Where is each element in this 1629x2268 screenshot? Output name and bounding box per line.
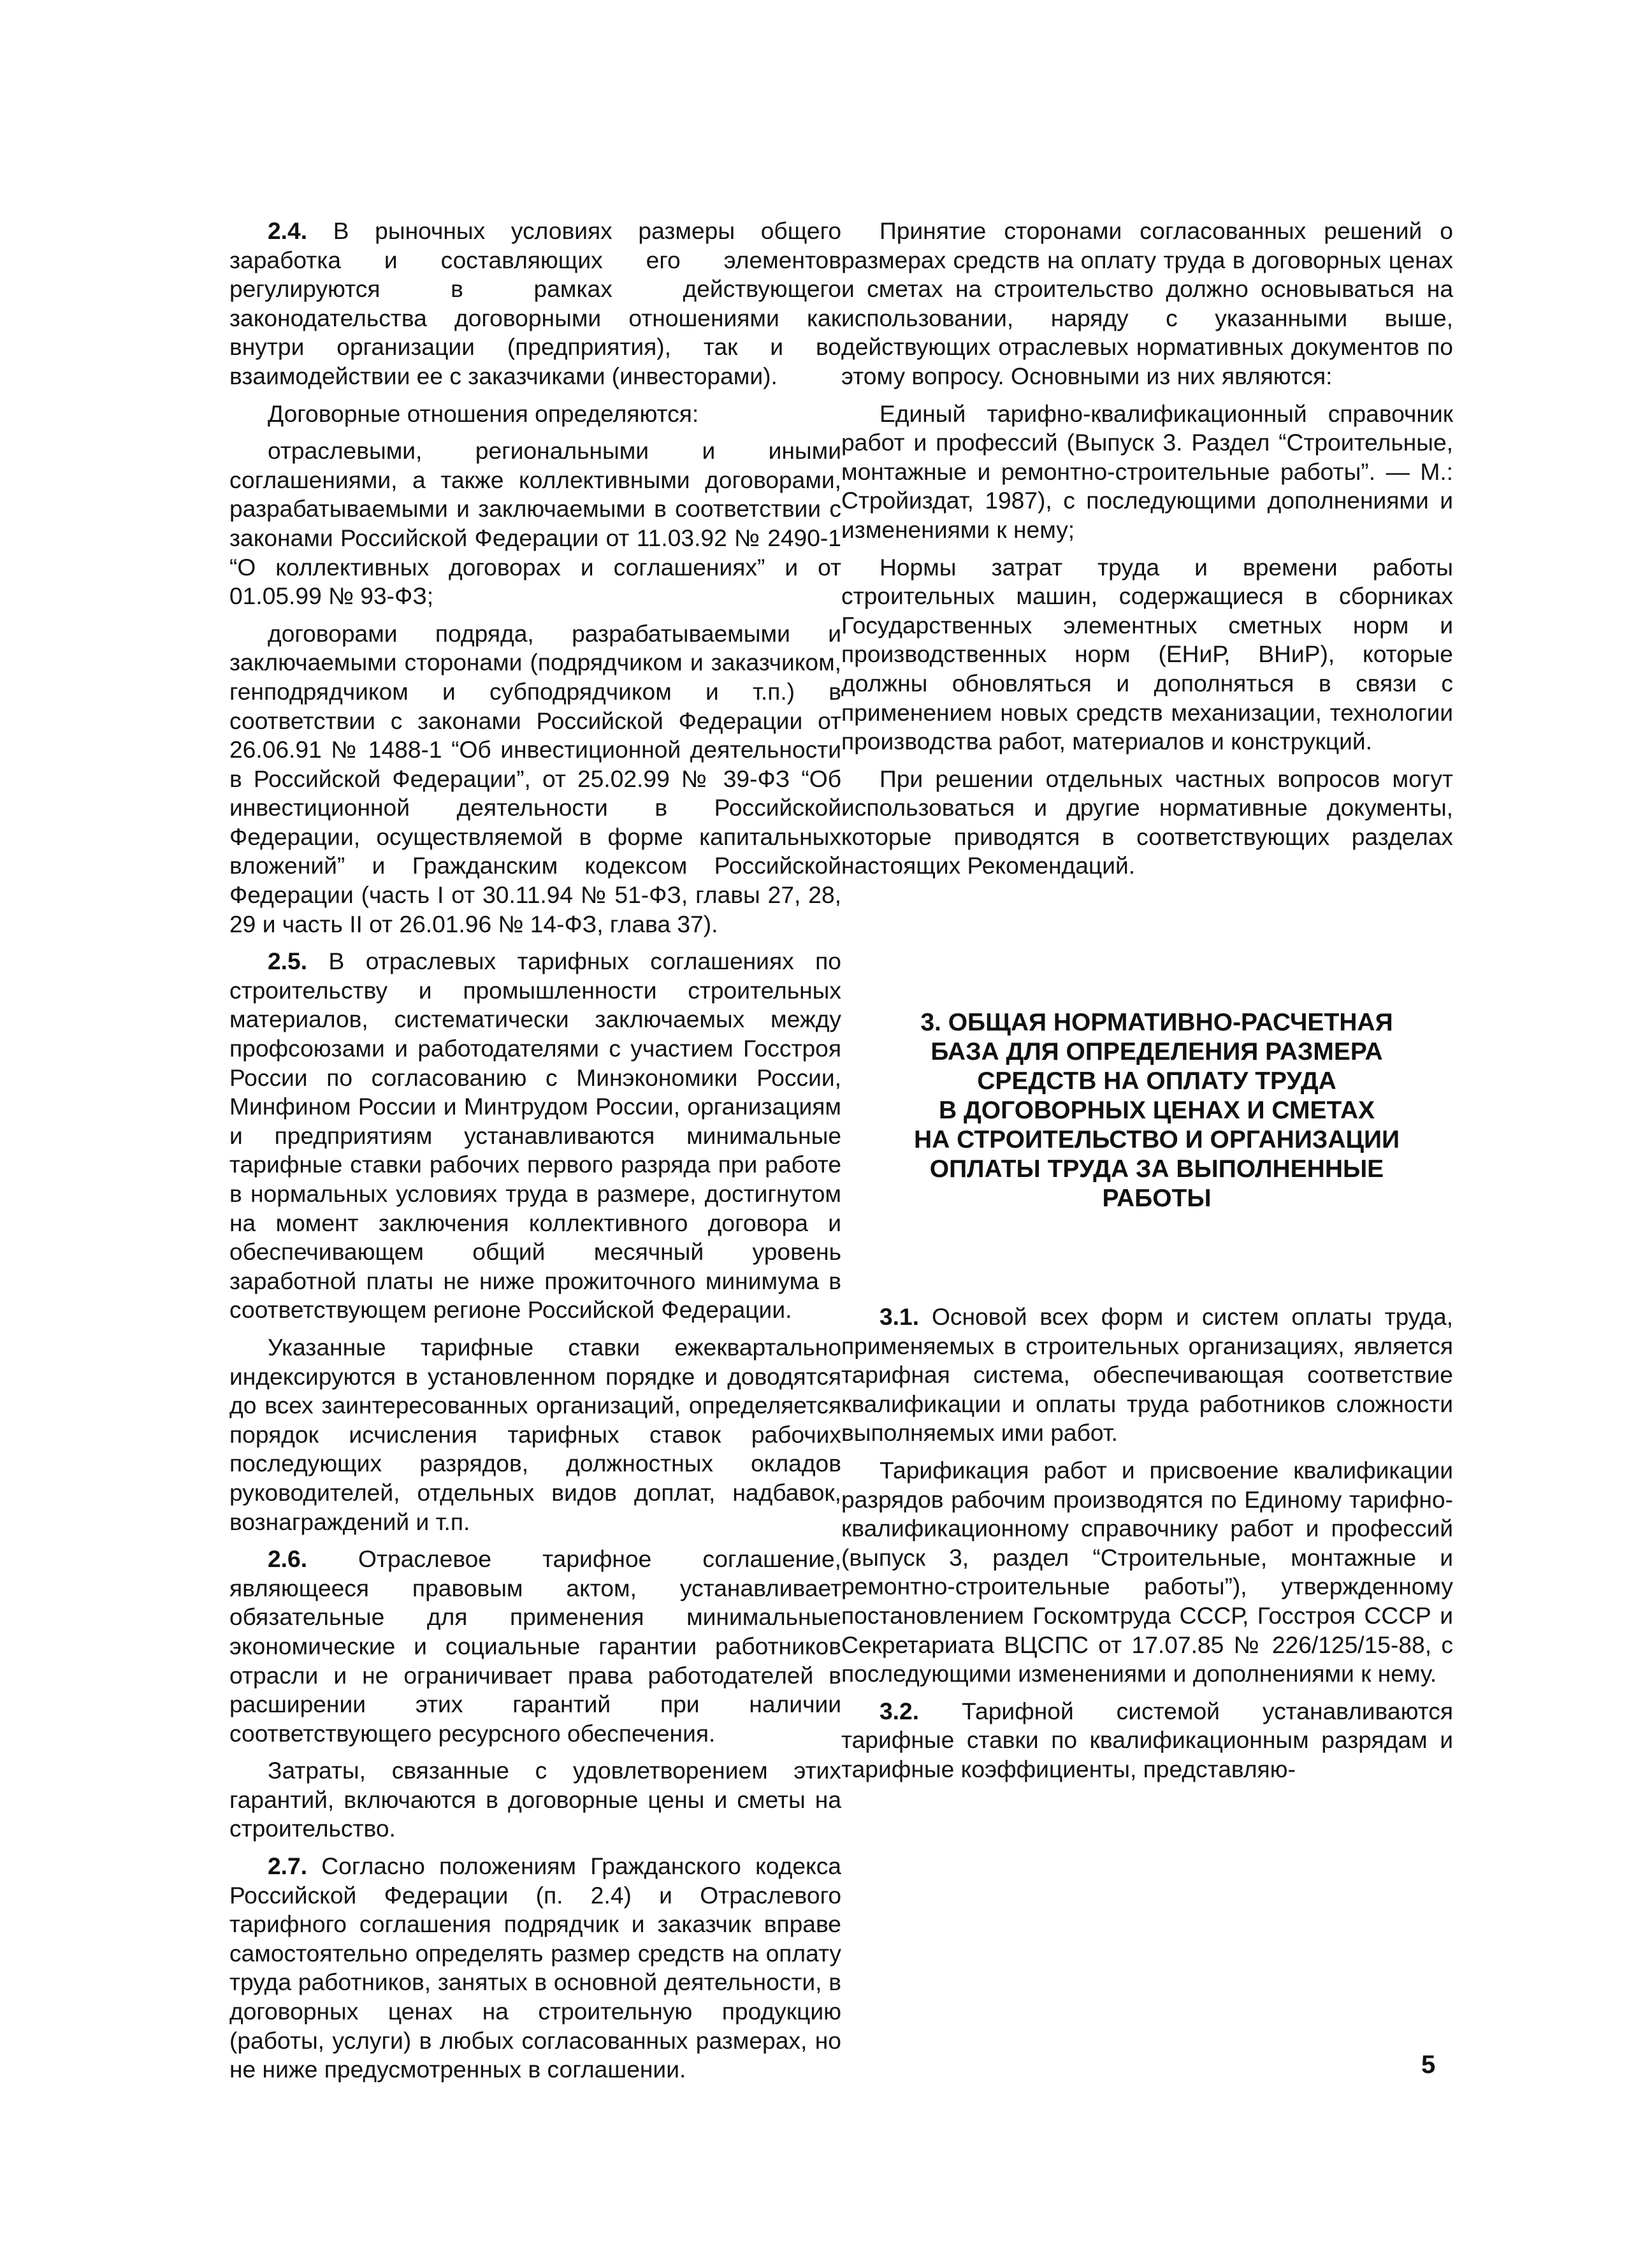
heading-line: 3. ОБЩАЯ НОРМАТИВНО-РАСЧЕТНАЯ: [920, 1009, 1393, 1037]
paragraph: [841, 765, 1453, 881]
heading-line: РАБОТЫ: [1102, 1185, 1212, 1213]
paragraph: [841, 400, 1453, 545]
page-number: 5: [1421, 2051, 1436, 2079]
paragraph-2-4: [229, 217, 841, 391]
paragraph: [229, 1333, 841, 1536]
heading-line: НА СТРОИТЕЛЬСТВО И ОРГАНИЗАЦИИ: [913, 1126, 1400, 1154]
heading-line: В ДОГОВОРНЫХ ЦЕНАХ И СМЕТАХ: [938, 1097, 1375, 1125]
clause-number: 2.4.: [268, 217, 308, 244]
paragraph: [841, 217, 1453, 391]
clause-number: 2.6.: [268, 1545, 308, 1573]
paragraph-text: договорами подряда, разрабатываемыми и заключаемыми сторонами (подрядчиком и заказчиком, генподрядчиком и субподрядчиком и т.п.) в соответствии с законами Российской Федерации от 26.06.91 № 1488-1 “Об инвестиционной деятельности в Российской Федерации”, от 25.02.99 № 39-ФЗ “Об инвестиционной деятельности в Российской Федерации, осуществляемой в форме капитальных вложений” и Гражданским кодексом Российской Федерации (часть I от 30.11.94 № 51-ФЗ, главы 27, 28, 29 и часть II от 26.01.96 № 14-ФЗ, глава 37).: [229, 619, 841, 937]
paragraph-text: Принятие сторонами согласованных решений о размерах средств на оплату труда в договорных ценах и сметах на строительство должно основываться на использовании, наряду с указанными выше, действующих отраслевых нормативных документов по этому вопросу. Основными из них являются:: [841, 217, 1453, 389]
paragraph-3-2: [841, 1697, 1453, 1784]
paragraph: [841, 1456, 1453, 1689]
paragraph-text: В отраслевых тарифных соглашениях по строительству и промышленности строительных материалов, систематически заключаемых между профсоюзами и работодателями с участием Госстроя России по согласованию с Минэкономики России, Минфином России и Минтрудом России, организациям и предприятиям устанавливаются минимальные тарифные ставки рабочих первого разряда при работе в нормальных условиях труда в размере, достигнутом на момент заключения коллективного договора и обеспечивающем общий месячный уровень заработной платы не ниже прожиточного минимума в соответствующем регионе Российской Федерации.: [229, 948, 841, 1324]
paragraph-3-1: [841, 1303, 1453, 1448]
paragraph-text: Договорные отношения определяются:: [268, 400, 699, 427]
paragraph-text: Тарификация работ и присвоение квалификации разрядов рабочим производятся по Единому тарифно-квалификационному справочнику работ и профессий (выпуск 3, раздел “Строительные, монтажные и ремонтно-строительные работы”), утвержденному постановлением Госкомтруда СССР, Госстроя СССР и Секретариата ВЦСПС от 17.07.85 № 226/125/15-88, с последующими изменениями и дополнениями к нему.: [841, 1457, 1453, 1687]
heading-line: ОПЛАТЫ ТРУДА ЗА ВЫПОЛНЕННЫЕ: [929, 1155, 1384, 1183]
left-column: [229, 217, 841, 2093]
clause-number: 3.1.: [880, 1303, 920, 1331]
paragraph-text: Согласно положениям Гражданского кодекса Российской Федерации (п. 2.4) и Отраслевого тарифного соглашения подрядчик и заказчик вправе самостоятельно определять размер средств на оплату труда работников, занятых в основной деятельности, в договорных ценах на строительную продукцию (работы, услуги) в любых согласованных размерах, но не ниже предусмотренных в соглашении.: [229, 1853, 841, 2083]
section-heading: [841, 1008, 1453, 1213]
paragraph: [229, 437, 841, 611]
paragraph-text: Единый тарифно-квалификационный справочник работ и профессий (Выпуск 3. Раздел “Строительные, монтажные и ремонтно-строительные работы”. — М.: Стройиздат, 1987), с последующими дополнениями и изменениями к нему;: [841, 400, 1453, 543]
heading-line: СРЕДСТВ НА ОПЛАТУ ТРУДА: [977, 1067, 1336, 1095]
paragraph-text: В рыночных условиях размеры общего заработка и составляющих его элементов регулируются в рамках действующего законодательства договорными отношениями как внутри организации (предприятия), так и во взаимодействии ее с заказчиками (инвесторами).: [229, 217, 841, 389]
paragraph-2-5: [229, 947, 841, 1325]
paragraph-text: Тарифной системой устанавливаются тарифные ставки по квалификационным разрядам и тарифные коэффициенты, представляю-: [841, 1697, 1453, 1782]
paragraph-text: Нормы затрат труда и времени работы строительных машин, содержащиеся в сборниках Государственных элементных сметных норм и производственных норм (ЕНиР, ВНиР), которые должны обновляться и дополняться в связи с применением новых средств механизации, технологии производства работ, материалов и конструкций.: [841, 553, 1453, 755]
paragraph-text: Затраты, связанные с удовлетворением этих гарантий, включаются в договорные цены и сметы на строительство.: [229, 1757, 841, 1842]
heading-line: БАЗА ДЛЯ ОПРЕДЕЛЕНИЯ РАЗМЕРА: [930, 1038, 1383, 1066]
paragraph: [229, 400, 841, 429]
clause-number: 2.5.: [268, 948, 308, 975]
paragraph-2-7: [229, 1852, 841, 2084]
right-column: [841, 217, 1453, 1793]
paragraph-text: Отраслевое тарифное соглашение, являющееся правовым актом, устанавливает обязательные для применения минимальные экономические и социальные гарантии работников отрасли и не ограничивает права работодателей в расширении этих гарантий при наличии соответствующего ресурсного обеспечения.: [229, 1545, 841, 1747]
paragraph-text: Основой всех форм и систем оплаты труда, применяемых в строительных организациях, является тарифная система, обеспечивающая соответствие квалификации и оплаты труда работников сложности выполняемых ими работ.: [841, 1303, 1453, 1447]
paragraph-2-6: [229, 1545, 841, 1748]
paragraph-text: отраслевыми, региональными и иными соглашениями, а также коллективными договорами, разрабатываемыми и заключаемыми в соответствии с законами Российской Федерации от 11.03.92 № 2490-1 “О коллективных договорах и соглашениях” и от 01.05.99 № 93-ФЗ;: [229, 437, 841, 610]
clause-number: 3.2.: [880, 1697, 920, 1724]
clause-number: 2.7.: [268, 1853, 308, 1880]
paragraph: [229, 619, 841, 939]
paragraph-text: Указанные тарифные ставки ежеквартально индексируются в установленном порядке и доводятся до всех заинтересованных организаций, определяется порядок исчисления тарифных ставок рабочих последующих разрядов, должностных окладов руководителей, отдельных видов доплат, надбавок, вознаграждений и т.п.: [229, 1333, 841, 1535]
paragraph: [841, 553, 1453, 756]
paragraph: [229, 1756, 841, 1844]
paragraph-text: При решении отдельных частных вопросов могут использоваться и другие нормативные документы, которые приводятся в соответствующих разделах настоящих Рекомендаций.: [841, 765, 1453, 879]
